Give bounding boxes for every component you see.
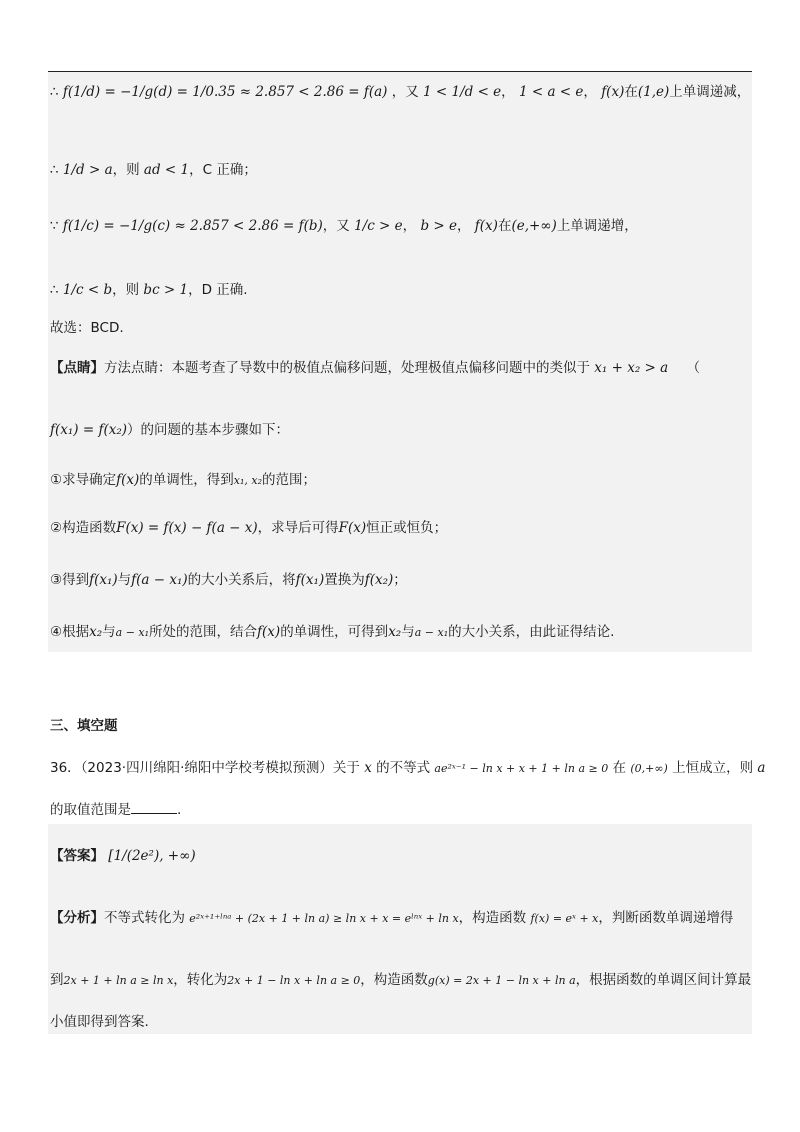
tip-line-1 <box>50 358 700 378</box>
variable: a <box>757 760 766 776</box>
analysis-line-2 <box>50 970 751 991</box>
tip-line-2 <box>50 420 289 440</box>
analysis-line-3: 小值即得到答案. <box>50 1014 149 1030</box>
step-4 <box>50 622 614 643</box>
formula: g(x) = 2x + 1 − ln x + ln a <box>427 974 576 987</box>
text: 到 <box>50 972 64 988</box>
formula: a − x₁ <box>414 626 449 639</box>
formula-f-1-over-d: f(1/d) = −1/g(d) = 1/0.35 ≈ 2.857 < 2.86 = f(a) <box>62 84 388 100</box>
therefore-symbol: ∴ <box>50 162 59 178</box>
formula: f(x) <box>474 218 498 234</box>
answer-value: [1/(2e²), +∞) <box>108 848 196 864</box>
text: 在 <box>612 760 627 776</box>
formula: f(x) <box>116 472 140 488</box>
text: . <box>177 802 182 818</box>
text: 在 <box>624 84 638 100</box>
text: 的不等式 <box>376 760 431 776</box>
because-symbol: ∵ <box>50 218 59 234</box>
formula: f(x₁) = f(x₂) <box>50 422 128 438</box>
answer-label: 【答案】 <box>50 848 104 864</box>
text: 上恒成立，则 <box>672 760 754 776</box>
text: 恒正或恒负； <box>366 520 448 536</box>
formula: f(x) <box>257 624 281 640</box>
choice-line: 故选：BCD. <box>50 320 124 336</box>
formula: x₁ + x₂ > a <box>594 360 669 376</box>
text: 的取值范围是 <box>50 802 131 818</box>
formula: F(x) = f(x) − f(a − x) <box>116 520 258 536</box>
question-source: （2023·四川绵阳·绵阳中学校考模拟预测）关于 <box>80 760 360 776</box>
formula: a − x₁ <box>115 626 150 639</box>
text: 的单调性，得到 <box>139 472 234 488</box>
text: 与 <box>401 624 415 640</box>
solution-line-3 <box>50 216 638 236</box>
formula: f(x) <box>601 84 625 100</box>
formula: 1 < a < e <box>518 84 584 100</box>
text: 置换为 <box>324 572 365 588</box>
formula: f(x₁) <box>89 572 118 588</box>
formula: F(x) <box>338 520 367 536</box>
text: ， <box>501 84 515 100</box>
formula: 1 < 1/d < e <box>423 84 502 100</box>
formula: ad < 1 <box>143 162 190 178</box>
text: 与 <box>102 624 116 640</box>
formula: bc > 1 <box>143 282 189 298</box>
text: 在 <box>497 218 512 234</box>
solution-line-2 <box>50 160 257 180</box>
formula: 2x + 1 − ln x + ln a ≥ 0 <box>227 974 361 987</box>
question-number: 36． <box>50 760 81 776</box>
inequality: ae²ˣ⁻¹ − ln x + x + 1 + ln a ≥ 0 <box>434 762 609 775</box>
text: ④根据 <box>50 624 90 640</box>
text: ，转化为 <box>173 972 228 988</box>
text: ，又 <box>391 84 419 100</box>
variable: x <box>364 760 372 776</box>
text: 的大小关系后，将 <box>187 572 296 588</box>
question-36 <box>50 758 765 779</box>
therefore-symbol: ∴ <box>50 84 59 100</box>
text: ，则 <box>112 162 140 178</box>
formula: 1/d > a <box>62 162 113 178</box>
interval: (0,+∞) <box>630 762 668 775</box>
formula: (e,+∞) <box>511 218 557 234</box>
text: ，又 <box>322 218 350 234</box>
formula: f(1/c) = −1/g(c) ≈ 2.857 < 2.86 = f(b) <box>62 218 323 234</box>
analysis-line-1 <box>50 908 733 929</box>
text: ②构造函数 <box>50 520 117 536</box>
text: ，求导后可得 <box>257 520 339 536</box>
text: ，则 <box>112 282 140 298</box>
formula: x₁, x₂ <box>233 474 262 487</box>
formula: e²ˣ⁺¹⁺ˡⁿᵃ + (2x + 1 + ln a) ≥ ln x + x = eˡⁿˣ + ln x <box>189 912 459 925</box>
text: ， <box>583 84 597 100</box>
formula: f(x) = eˣ + x <box>530 912 599 925</box>
text: 方法点睛：本题考查了导数中的极值点偏移问题，处理极值点偏移问题中的类似于 <box>104 360 590 376</box>
formula: b > e <box>420 218 457 234</box>
text: ，判断函数单调递增得 <box>598 910 734 926</box>
therefore-symbol: ∴ <box>50 282 59 298</box>
text: ，C 正确； <box>189 162 257 178</box>
formula: f(x₁) <box>295 572 325 588</box>
text: ，根据函数的单调区间计算最 <box>575 972 752 988</box>
text: ； <box>393 572 407 588</box>
text: 的大小关系，由此证得结论. <box>448 624 615 640</box>
formula: (1,e) <box>637 84 670 100</box>
text: ）的问题的基本步骤如下： <box>127 422 290 438</box>
text: 上单调递增， <box>556 218 638 234</box>
text: ， <box>456 218 471 234</box>
text: ，构造函数 <box>458 910 527 926</box>
answer-line <box>50 846 196 866</box>
text: ①求导确定 <box>50 472 117 488</box>
text: 与 <box>117 572 132 588</box>
text: ，构造函数 <box>360 972 428 988</box>
analysis-label: 【分析】 <box>50 910 104 926</box>
section-heading: 三、填空题 <box>50 718 118 734</box>
formula: 1/c > e <box>354 218 403 234</box>
solution-line-4 <box>50 280 248 300</box>
step-1 <box>50 470 316 491</box>
step-2 <box>50 518 447 538</box>
question-36-line-2 <box>50 800 181 820</box>
formula: 1/c < b <box>62 282 113 298</box>
formula: x₂ <box>388 624 402 640</box>
text: （ <box>686 360 700 376</box>
text: 的范围； <box>262 472 316 488</box>
answer-blank <box>131 801 177 814</box>
text: 的单调性，可得到 <box>280 624 389 640</box>
text: 所处的范围，结合 <box>149 624 258 640</box>
formula: f(a − x₁) <box>131 572 188 588</box>
text: ， <box>402 218 417 234</box>
step-3 <box>50 570 407 590</box>
formula: x₂ <box>89 624 103 640</box>
text: 不等式转化为 <box>104 910 185 926</box>
solution-line-1 <box>50 82 750 102</box>
text: ，D 正确. <box>188 282 248 298</box>
tip-label: 【点睛】 <box>50 360 104 376</box>
text: ③得到 <box>50 572 90 588</box>
formula: f(x₂) <box>364 572 394 588</box>
text: 上单调递减， <box>669 84 751 100</box>
formula: 2x + 1 + ln a ≥ ln x <box>63 974 174 987</box>
